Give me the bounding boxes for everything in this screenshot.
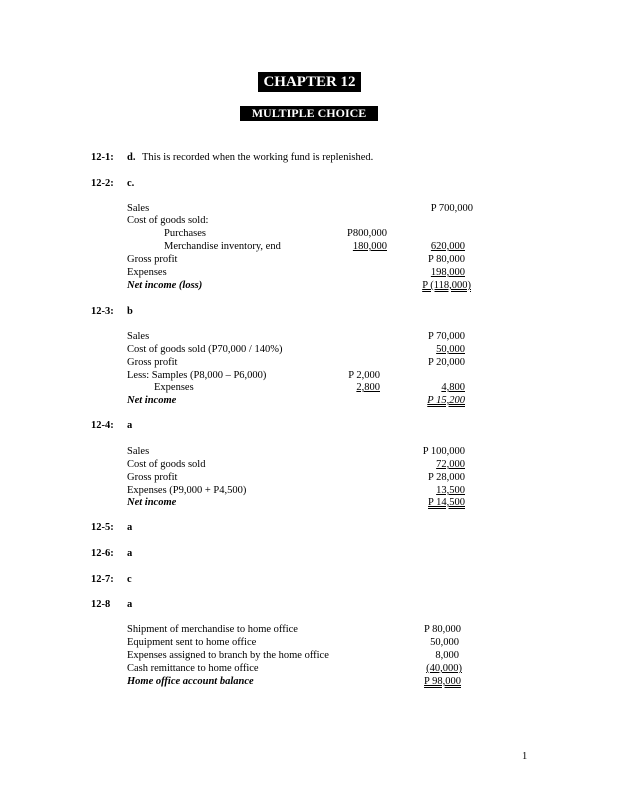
row-label: Sales xyxy=(127,446,150,457)
row-subamount: P 2,000 xyxy=(348,370,380,381)
answer-letter: a xyxy=(127,548,133,559)
question-number: 12-1: xyxy=(91,152,114,163)
chapter-title: CHAPTER 12 xyxy=(258,72,361,92)
question-number: 12-8 xyxy=(91,599,111,610)
row-amount: P 700,000 xyxy=(430,203,473,214)
question-number: 12-7: xyxy=(91,574,114,585)
row-label: Gross profit xyxy=(127,254,178,265)
answer-letter: c xyxy=(127,574,132,585)
row-label-total: Net income xyxy=(127,497,177,508)
row-subamount: 2,800 xyxy=(356,382,380,393)
row-amount-total: P (118,000) xyxy=(422,280,471,291)
row-label: Sales xyxy=(127,331,150,342)
row-amount: 8,000 xyxy=(435,650,459,661)
question-number: 12-2: xyxy=(91,178,114,189)
row-label-total: Net income xyxy=(127,395,177,406)
row-amount: P 70,000 xyxy=(428,331,465,342)
row-label: Gross profit xyxy=(127,357,178,368)
row-label: Sales xyxy=(127,203,150,214)
row-amount-total: P 15,200 xyxy=(427,395,465,406)
row-label: Cost of goods sold xyxy=(127,459,206,470)
row-amount: 198,000 xyxy=(430,267,465,278)
row-label: Expenses assigned to branch by the home office xyxy=(127,650,329,661)
question-number: 12-6: xyxy=(91,548,114,559)
row-label: Gross profit xyxy=(127,472,178,483)
row-label: Less: Samples (P8,000 – P6,000) xyxy=(127,370,267,381)
row-label: Expenses xyxy=(154,382,194,393)
question-number: 12-5: xyxy=(91,522,114,533)
row-amount: P 80,000 xyxy=(424,624,461,635)
answer-letter: a xyxy=(127,522,133,533)
row-label: Cost of goods sold: xyxy=(127,215,209,226)
row-label: Purchases xyxy=(164,228,206,239)
row-amount: (40,000) xyxy=(426,663,462,674)
answer-letter: c. xyxy=(127,178,135,189)
row-amount: P 20,000 xyxy=(428,357,465,368)
row-amount-total: P 14,500 xyxy=(428,497,465,508)
row-label-total: Home office account balance xyxy=(127,676,254,687)
row-label: Cash remittance to home office xyxy=(127,663,259,674)
row-amount-total: P 98,000 xyxy=(424,676,461,687)
question-number: 12-4: xyxy=(91,420,114,431)
row-amount: P 80,000 xyxy=(428,254,465,265)
row-label: Merchandise inventory, end xyxy=(164,241,281,252)
row-amount: P 100,000 xyxy=(422,446,465,457)
row-subamount: 180,000 xyxy=(352,241,387,252)
answer-letter: a xyxy=(127,420,133,431)
row-label: Expenses (P9,000 + P4,500) xyxy=(127,485,247,496)
row-subamount: P800,000 xyxy=(347,228,387,239)
row-amount: 4,800 xyxy=(441,382,465,393)
answer-letter: a xyxy=(127,599,133,610)
row-amount: 72,000 xyxy=(436,459,465,470)
row-label-total: Net income (loss) xyxy=(127,280,203,291)
row-label: Expenses xyxy=(127,267,167,278)
answer-explanation: This is recorded when the working fund is replenished. xyxy=(142,152,374,163)
row-label: Cost of goods sold (P70,000 / 140%) xyxy=(127,344,283,355)
row-amount: 13,500 xyxy=(436,485,465,496)
answer-letter: d. xyxy=(127,152,136,163)
page-number: 1 xyxy=(522,751,528,762)
row-amount: P 28,000 xyxy=(428,472,465,483)
question-number: 12-3: xyxy=(91,306,114,317)
row-amount: 620,000 xyxy=(430,241,465,252)
row-amount: 50,000 xyxy=(436,344,465,355)
section-title: MULTIPLE CHOICE xyxy=(240,106,378,121)
answer-letter: b xyxy=(127,306,133,317)
row-label: Equipment sent to home office xyxy=(127,637,257,648)
row-label: Shipment of merchandise to home office xyxy=(127,624,298,635)
row-amount: 50,000 xyxy=(430,637,459,648)
